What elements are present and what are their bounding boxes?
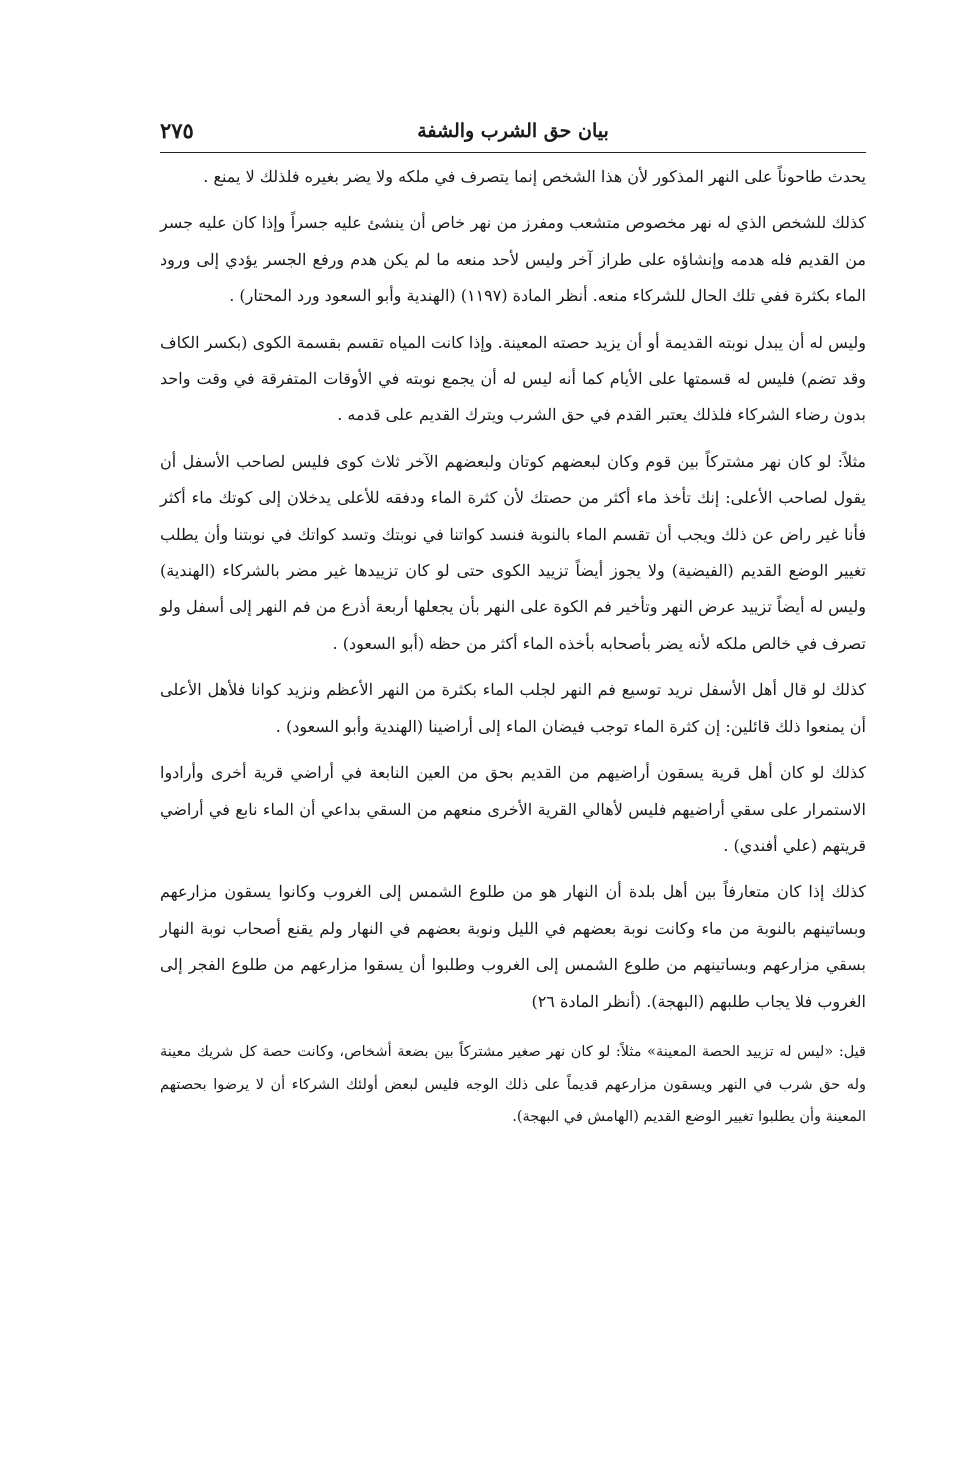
book-page (160, 112, 866, 1148)
paragraph: كذلك إذا كان متعارفاً بين أهل بلدة أن النهار هو من طلوع الشمس إلى الغروب وكانوا يسقون مزارعهم وبساتينهم بالنوبة من ماء وكانت نوبة بعضهم في الليل ونوبة بعضهم في النهار ولم يقنع أصحاب نوبة النهار بسقي مزارعهم وبساتينهم من طلوع الشمس إلى الغروب وطلبوا أن يسقوا مزارعهم من طلوع الفجر إلى الغروب فلا يجاب طلبهم (البهجة). (أنظر المادة ٢٦) (160, 882, 866, 1011)
paragraph: كذلك لو قال أهل الأسفل نريد توسيع فم النهر لجلب الماء بكثرة من النهر الأعظم ونزيد كوانا فلأهل الأعلى أن يمنعوا ذلك قائلين: إن كثرة الماء توجب فيضان الماء إلى أراضينا (الهندية وأبو السعود) . (160, 680, 866, 736)
page-number: ٢٧٥ (160, 118, 194, 143)
paragraph: مثلاً: لو كان نهر مشتركاً بين قوم وكان لبعضهم كوتان ولبعضهم الآخر ثلاث كوى فليس لصاحب الأسفل أن يقول لصاحب الأعلى: إنك تأخذ ماء أكثر من حصتك لأن كثرة الماء ودفقه للأعلى يدخلان إلى كوتك ماء أكثر فأنا غير راض عن ذلك ويجب أن تقسم الماء بالنوبة فنسد كواتنا في نوبتك وتسد كواتك في نوبتنا وأن يطلب تغيير الوضع القديم (الفيضية) ولا يجوز أيضاً تزييد الكوى حتى لو كان تزييدها غير مضر بالشركاء (الهندية) وليس له أيضاً تزييد عرض النهر وتأخير فم الكوة على النهر بأن يجعلها أربعة أذرع من فم النهر إلى أسفل ولو تصرف في خالص ملكه لأنه يضر بأصحابه بأخذه الماء أكثر من حظه (أبو السعود) . (160, 451, 866, 653)
page-header (160, 112, 866, 153)
paragraph: كذلك لو كان أهل قرية يسقون أراضيهم من القديم بحق من العين النابعة في أراضي قرية أخرى وأرادوا الاستمرار على سقي أراضيهم فليس لأهالي القرية الأخرى منعهم من السقي بداعي أن الماء نابع في أراضي قريتهم (علي أفندي) . (160, 763, 866, 855)
paragraph: كذلك للشخص الذي له نهر مخصوص متشعب ومفرز من نهر خاص أن ينشئ عليه جسراً وإذا كان عليه جسر من القديم فله هدمه وإنشاؤه على طراز آخر وليس لأحد منعه ما لم يكن هدم ورفع الجسر يؤدي إلى ورود الماء بكثرة ففي تلك الحال للشركاء منعه. أنظر المادة (١١٩٧) (الهندية وأبو السعود ورد المحتار) . (160, 213, 867, 306)
paragraph: وليس له أن يبدل نوبته القديمة أو أن يزيد حصته المعينة. وإذا كانت المياه تقسم بقسمة الكوى (بكسر الكاف وقد تضم) فليس له قسمتها على الأيام كما أنه ليس له أن يجمع نوبته في الأوقات المتفرقة في وقت واحد بدون رضاء الشركاء فلذلك يعتبر القدم في حق الشرب ويترك القديم على قدمه . (160, 332, 866, 425)
body-text (160, 159, 866, 1020)
footnote: قيل: «ليس له تزييد الحصة المعينة» مثلاً: لو كان نهر صغير مشتركاً بين بضعة أشخاص، وكانت حصة كل شريك معينة وله حق شرب في النهر ويسقون مزارعهم قديماً على ذلك الوجه فليس لبعض أولئك الشركاء أن لا يرضوا بحصتهم المعينة وأن يطلبوا تغيير الوضع القديم (الهامش في البهجة). (160, 1043, 866, 1126)
paragraph: يحدث طاحوناً على النهر المذكور لأن هذا الشخص إنما يتصرف في ملكه ولا يضر بغيره فلذلك لا يمنع . (203, 167, 866, 186)
running-title: بيان حق الشرب والشفة (417, 120, 609, 142)
